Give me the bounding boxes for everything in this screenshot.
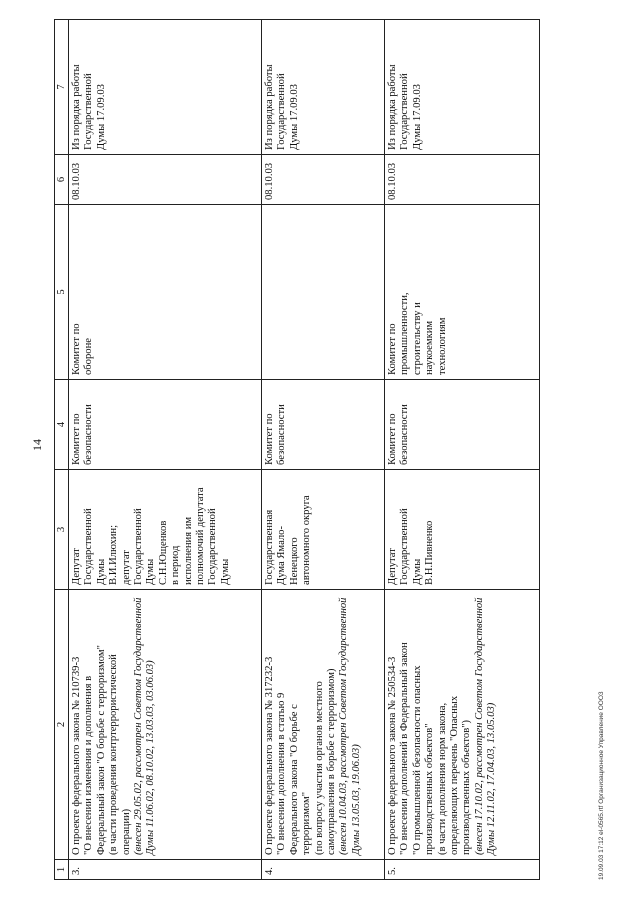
bill-title-line: "О промышленной безопасности опасных <box>411 665 423 855</box>
initiator-cell <box>69 470 262 590</box>
co-committee-line: Комитет по <box>71 323 82 375</box>
bill-title-cell <box>262 590 385 860</box>
bill-title-line: (в части дополнения норм закона, <box>436 702 448 855</box>
co-committee-line: строительству и <box>411 302 423 375</box>
page-number: 14 <box>30 439 44 451</box>
bill-title-line: Федеральный закон "О борьбе с терроризмом" <box>95 645 107 855</box>
column-header: 5 <box>55 205 69 380</box>
co-committee-line: наукоемким <box>424 320 436 375</box>
co-committee-line: Комитет по <box>387 323 398 375</box>
bill-title-line: "О внесении изменения и дополнения в <box>83 675 95 855</box>
committee-line: Комитет по <box>264 413 275 465</box>
table-row <box>69 20 262 880</box>
basis-cell <box>69 20 262 155</box>
bill-title-line: терроризмом" <box>301 791 313 855</box>
bill-title-line: О проекте федерального закона № 210739-3 <box>71 656 82 855</box>
initiator-line: в период <box>170 545 182 585</box>
responsible-committee-cell <box>262 380 385 470</box>
bill-submission-info: (внесен 10.04.03, рассмотрен Советом Государственной Думы 13.05.03, 19.06.03) <box>338 597 362 855</box>
column-header: 6 <box>55 155 69 205</box>
initiator-line: Государственная <box>264 509 275 585</box>
agenda-table <box>54 19 540 880</box>
committee-line: безопасности <box>83 404 95 465</box>
initiator-line: депутат <box>120 550 132 585</box>
committee-line: безопасности <box>276 404 288 465</box>
initiator-line: Думы <box>95 558 107 585</box>
bill-title-cell <box>385 590 540 860</box>
responsible-committee-cell <box>69 380 262 470</box>
initiator-cell <box>385 470 540 590</box>
co-committee-line: промышленности, <box>399 292 411 375</box>
basis-line: Думы 17.09.03 <box>411 84 423 150</box>
committee-line: Комитет по <box>71 413 82 465</box>
basis-cell <box>262 20 385 155</box>
basis-line: Думы 17.09.03 <box>95 84 107 150</box>
co-committee-line: обороне <box>83 338 95 375</box>
co-executor-committee-cell <box>385 205 540 380</box>
bill-title-line: операции) <box>120 808 132 855</box>
initiator-line: Государственной <box>83 508 95 585</box>
initiator-line: полномочий депутата <box>195 487 207 585</box>
initiator-line: В.И.Илюхин; <box>108 524 120 585</box>
column-header: 7 <box>55 20 69 155</box>
committee-line: Комитет по <box>387 413 398 465</box>
row-number-cell: 5. <box>385 860 540 880</box>
initiator-line: Думы <box>145 558 157 585</box>
column-header: 4 <box>55 380 69 470</box>
row-number-cell: 4. <box>262 860 385 880</box>
initiator-line: Дума Ямало- <box>276 526 288 585</box>
basis-cell <box>385 20 540 155</box>
co-executor-committee-cell <box>262 205 385 380</box>
column-header: 3 <box>55 470 69 590</box>
initiator-line: Думы <box>219 558 231 585</box>
initiator-line: С.Н.Ющенков <box>157 520 169 585</box>
basis-line: Из порядка работы <box>387 64 398 150</box>
bill-title-line: О проекте федерального закона № 250534-3 <box>387 656 398 855</box>
basis-line: Из порядка работы <box>264 64 275 150</box>
bill-title-line: производственных объектов") <box>461 719 473 855</box>
table-row <box>262 20 385 880</box>
bill-title-line: (по вопросу участия органов местного <box>313 681 325 855</box>
co-executor-committee-cell <box>69 205 262 380</box>
initiator-line: Государственной <box>399 508 411 585</box>
document-footer: 19.09.03 17:12 el-0565.rtf Организационное Управление ООО3 <box>598 691 605 880</box>
column-number-header-row <box>55 20 69 880</box>
date-cell: 08.10.03 <box>262 155 385 205</box>
bill-submission-info: (внесен 29.05.02, рассмотрен Советом Государственной Думы 11.06.02, 08.10.02, 13.03.03, 03.06.03) <box>133 597 157 855</box>
column-header: 2 <box>55 590 69 860</box>
date-cell: 08.10.03 <box>385 155 540 205</box>
bill-title-line: О проекте федерального закона № 317232-3 <box>264 656 275 855</box>
rotated-document-page <box>30 20 610 880</box>
initiator-cell <box>262 470 385 590</box>
bill-title-line: (в части проведения контртеррористической <box>108 654 120 855</box>
basis-line: Государственной <box>399 73 411 150</box>
basis-line: Государственной <box>276 73 288 150</box>
bill-title-line: "О внесении дополнений в Федеральный закон <box>399 642 411 855</box>
initiator-line: автономного округа <box>301 495 313 585</box>
table-row <box>385 20 540 880</box>
co-committee-line: технологиям <box>436 317 448 375</box>
bill-submission-info: (внесен 17.10.02, рассмотрен Советом Государственной Думы 12.11.02, 17.04.03, 13.05.03) <box>473 597 498 855</box>
column-header: 1 <box>55 860 69 880</box>
date-cell: 08.10.03 <box>69 155 262 205</box>
bill-title-line: самоуправления в борьбе с терроризмом) <box>326 668 338 855</box>
initiator-line: Депутат <box>71 548 82 585</box>
responsible-committee-cell <box>385 380 540 470</box>
bill-title-line: Федерального закона "О борьбе с <box>288 704 300 855</box>
bill-title-cell <box>69 590 262 860</box>
initiator-line: Думы <box>411 558 423 585</box>
committee-line: безопасности <box>399 404 411 465</box>
bill-title-line: "О внесении дополнения в статью 9 <box>276 692 288 855</box>
initiator-line: В.Н.Пивненко <box>424 520 436 585</box>
initiator-line: Депутат <box>387 548 398 585</box>
basis-line: Государственной <box>83 73 95 150</box>
initiator-line: Государственной <box>133 508 145 585</box>
row-number-cell: 3. <box>69 860 262 880</box>
bill-title-line: определяющих перечень "Опасных <box>449 695 461 855</box>
bill-title-line: производственных объектов" <box>424 723 436 855</box>
basis-line: Думы 17.09.03 <box>288 84 300 150</box>
initiator-line: Государственной <box>207 508 219 585</box>
initiator-line: исполнения им <box>182 516 194 585</box>
basis-line: Из порядка работы <box>71 64 82 150</box>
initiator-line: Ненецкого <box>288 537 300 585</box>
